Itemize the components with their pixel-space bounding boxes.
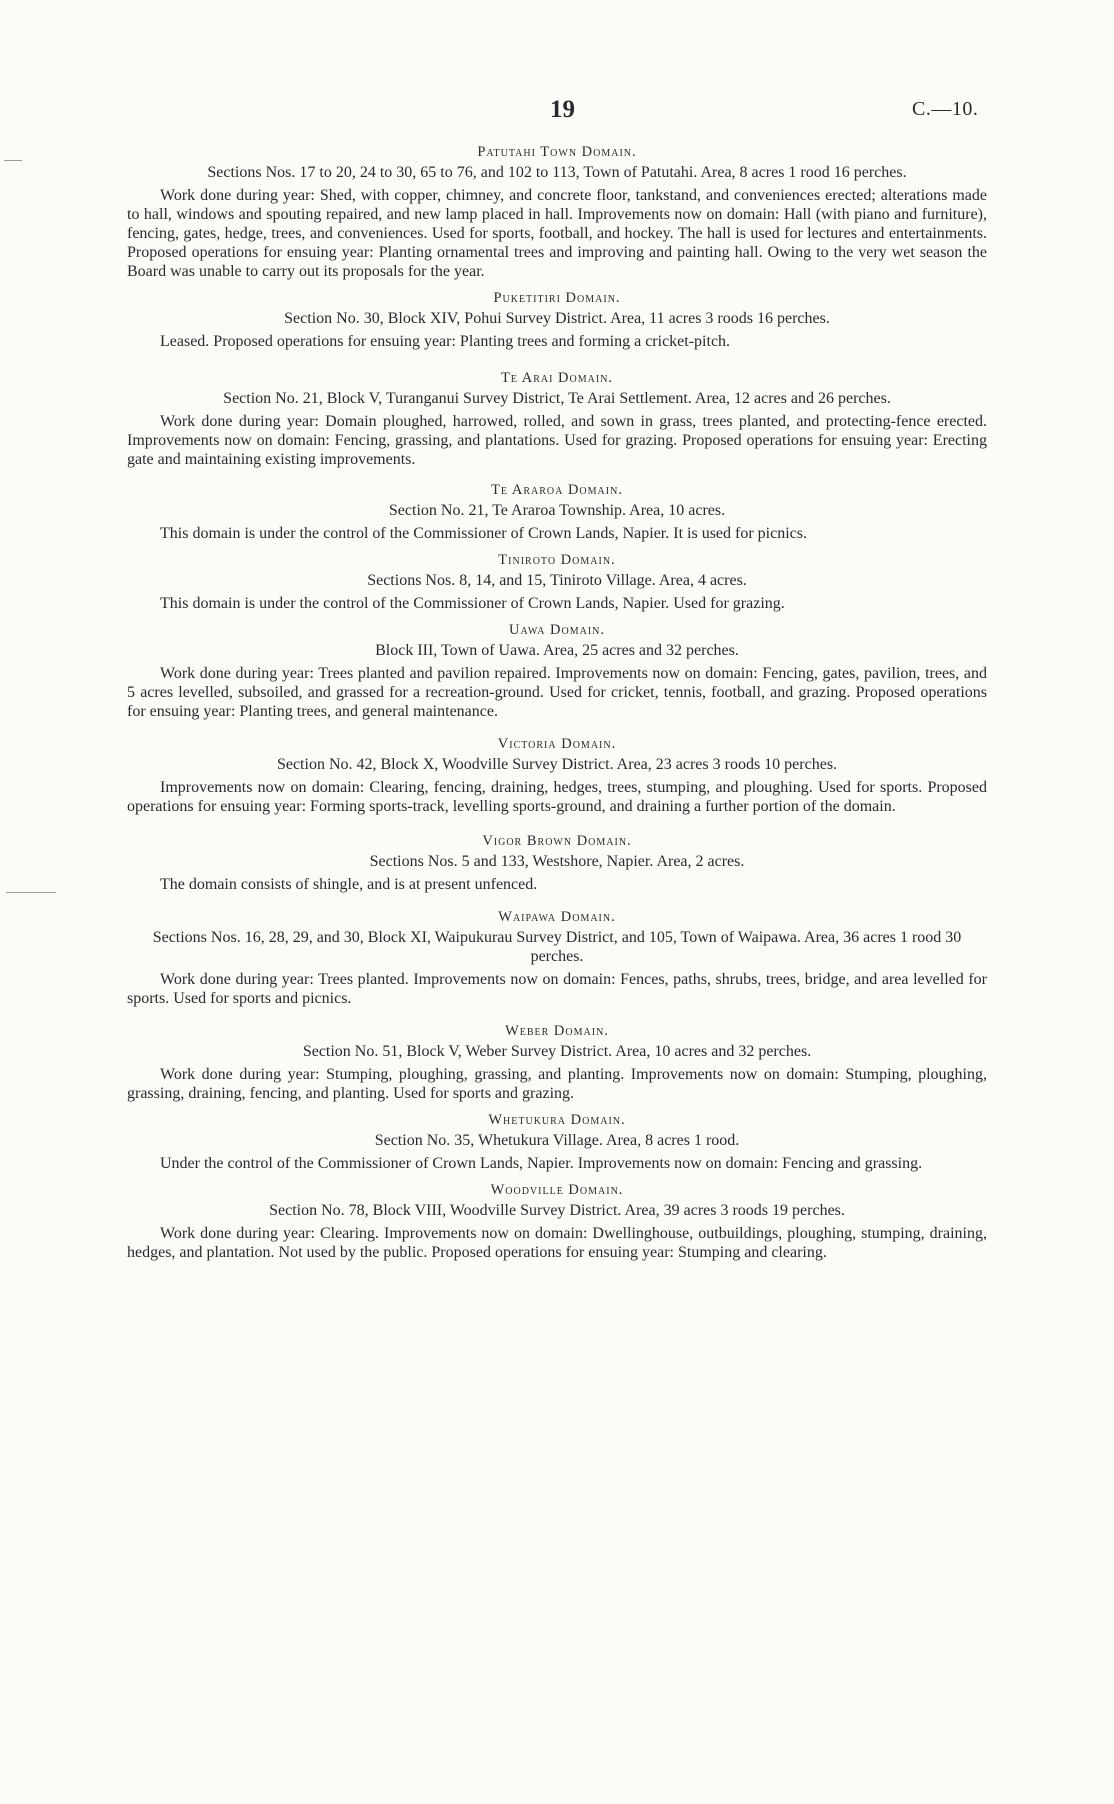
section-weber-domain bbox=[127, 1022, 987, 1103]
section-paragraph: Under the control of the Commissioner of Crown Lands, Napier. Improvements now on domain: Fencing and grassing. bbox=[160, 1155, 923, 1172]
section-description: Sections Nos. 8, 14, and 15, Tiniroto Village. Area, 4 acres. bbox=[367, 572, 747, 589]
section-heading: Weber Domain. bbox=[505, 1023, 609, 1039]
section-description: Section No. 35, Whetukura Village. Area, 8 acres 1 rood. bbox=[374, 1132, 740, 1149]
section-description: Section No. 78, Block VIII, Woodville Survey District. Area, 39 acres 3 roods 19 perches. bbox=[269, 1202, 845, 1219]
section-description: Block III, Town of Uawa. Area, 25 acres and 32 perches. bbox=[375, 642, 739, 659]
section-description: Section No. 30, Block XIV, Pohui Survey District. Area, 11 acres 3 roods 16 perches. bbox=[284, 310, 830, 327]
section-heading: Vigor Brown Domain. bbox=[482, 833, 632, 849]
section-tiniroto-domain bbox=[127, 551, 987, 613]
section-paragraph: Work done during year: Domain ploughed, harrowed, rolled, and sown in grass, trees planted, and protecting-fence erected. Improvements now on domain: Fencing, grassing, and plantations. Used for grazing. Proposed operations for ensuing year: Erecting gate and maintaining existing improvements. bbox=[127, 413, 987, 468]
section-puketitiri-domain bbox=[127, 289, 987, 351]
section-vigor-brown-domain bbox=[127, 832, 987, 894]
section-paragraph: Leased. Proposed operations for ensuing year: Planting trees and forming a cricket-pitch. bbox=[160, 333, 731, 350]
section-woodville-domain bbox=[127, 1181, 987, 1262]
section-heading: Te Araroa Domain. bbox=[491, 482, 623, 498]
section-victoria-domain bbox=[127, 735, 987, 816]
section-heading: Waipawa Domain. bbox=[498, 909, 616, 925]
section-heading: Woodville Domain. bbox=[490, 1182, 624, 1198]
section-patutahi-domain bbox=[127, 143, 987, 281]
page-code: C.—10. bbox=[912, 98, 979, 120]
section-description: Section No. 42, Block X, Woodville Survey District. Area, 23 acres 3 roods 10 perches. bbox=[276, 756, 838, 773]
section-te-arai-domain bbox=[127, 369, 987, 469]
section-heading: Te Arai Domain. bbox=[500, 370, 614, 386]
section-heading: Patutahi Town Domain. bbox=[477, 144, 637, 160]
section-paragraph: Work done during year: Trees planted. Improvements now on domain: Fences, paths, shrubs, trees, bridge, and area levelled for sports. Used for sports and picnics. bbox=[127, 971, 987, 1007]
section-description: Section No. 51, Block V, Weber Survey District. Area, 10 acres and 32 perches. bbox=[302, 1043, 812, 1060]
section-paragraph: This domain is under the control of the Commissioner of Crown Lands, Napier. It is used for picnics. bbox=[160, 525, 807, 542]
margin-mark bbox=[4, 160, 22, 161]
section-description: Sections Nos. 5 and 133, Westshore, Napier. Area, 2 acres. bbox=[369, 853, 745, 870]
document-body bbox=[127, 143, 987, 1262]
section-paragraph: This domain is under the control of the Commissioner of Crown Lands, Napier. Used for grazing. bbox=[160, 595, 785, 612]
section-description: Section No. 21, Block V, Turanganui Survey District, Te Arai Settlement. Area, 12 acres and 26 perches. bbox=[223, 390, 891, 407]
section-whetukura-domain bbox=[127, 1111, 987, 1173]
section-te-araroa-domain bbox=[127, 481, 987, 543]
section-description: Sections Nos. 16, 28, 29, and 30, Block XI, Waipukurau Survey District, and 105, Town of Waipawa. Area, 36 acres 1 rood 30 perches. bbox=[152, 929, 962, 965]
section-paragraph: Work done during year: Trees planted and pavilion repaired. Improvements now on domain: Fencing, gates, pavilion, trees, and 5 acres levelled, subsoiled, and grassed for a recreation-ground. Used for cricket, tennis, football, and grazing. Proposed operations for ensuing year: Planting trees, and general maintenance. bbox=[127, 665, 987, 720]
section-paragraph: Work done during year: Shed, with copper, chimney, and concrete floor, tankstand, and conveniences erected; alterations made to hall, windows and spouting repaired, and new lamp placed in hall. Improvements now on domain: Hall (with piano and furniture), fencing, gates, hedge, trees, and conveniences. Used for sports, football, and hockey. The hall is used for lectures and entertainments. Proposed operations for ensuing year: Planting ornamental trees and improving and painting hall. Owing to the very wet season the Board was unable to carry out its proposals for the year. bbox=[127, 187, 987, 280]
section-paragraph: Work done during year: Stumping, ploughing, grassing, and planting. Improvements now on domain: Stumping, ploughing, grassing, draining, fencing, and planting. Used for sports and grazing. bbox=[127, 1066, 987, 1102]
section-paragraph: The domain consists of shingle, and is at present unfenced. bbox=[160, 876, 538, 893]
section-uawa-domain bbox=[127, 621, 987, 721]
section-heading: Tiniroto Domain. bbox=[498, 552, 616, 568]
section-description: Sections Nos. 17 to 20, 24 to 30, 65 to 76, and 102 to 113, Town of Patutahi. Area, 8 acres 1 rood 16 perches. bbox=[207, 164, 907, 181]
page-number: 19 bbox=[550, 96, 575, 123]
section-heading: Whetukura Domain. bbox=[488, 1112, 626, 1128]
section-heading: Victoria Domain. bbox=[497, 736, 617, 752]
section-heading: Uawa Domain. bbox=[508, 622, 606, 638]
section-description: Section No. 21, Te Araroa Township. Area, 10 acres. bbox=[388, 502, 726, 519]
section-waipawa-domain bbox=[127, 908, 987, 1008]
section-paragraph: Improvements now on domain: Clearing, fencing, draining, hedges, trees, stumping, and ploughing. Used for sports. Proposed operations for ensuing year: Forming sports-track, levelling sports-ground, and draining a further portion of the domain. bbox=[127, 779, 987, 815]
section-paragraph: Work done during year: Clearing. Improvements now on domain: Dwellinghouse, outbuildings, ploughing, stumping, draining, hedges, and plantation. Not used by the public. Proposed operations for ensuing year: Stumping and clearing. bbox=[127, 1225, 987, 1261]
margin-mark bbox=[6, 892, 56, 893]
section-heading: Puketitiri Domain. bbox=[493, 290, 621, 306]
